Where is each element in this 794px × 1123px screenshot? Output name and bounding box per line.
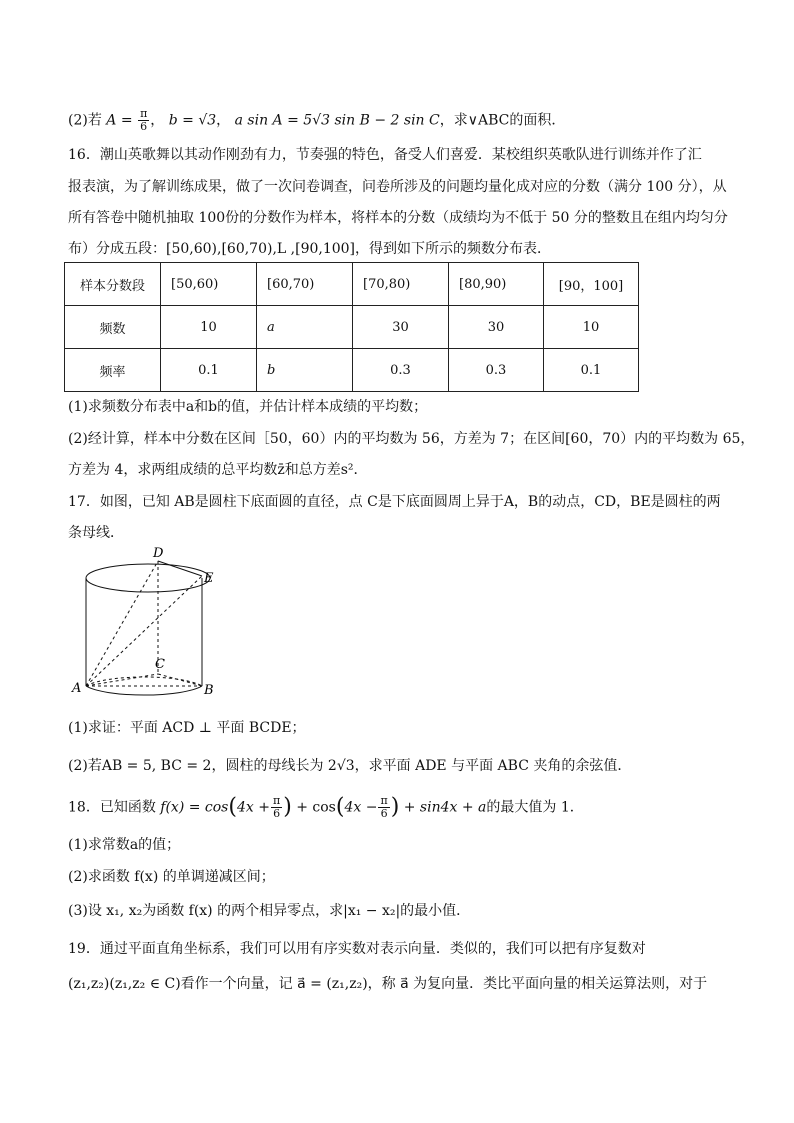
label-d: D: [153, 546, 164, 561]
q18-intro-line: 18．已知函数 f(x) = cos(4x + $\frac{\pi}{6}$ ) + cos(4x − $\frac{\pi}{6}$ ) + sin4x + a的最大值为 1．: [68, 794, 584, 820]
q16-line-1: 16．潮山英歌舞以其动作刚劲有力，节奏强的特色，备受人们喜爱．某校组织英歌队进行训练并作了汇: [68, 147, 702, 163]
table-cell: [80,90): [449, 263, 544, 306]
table-cell: 频率: [65, 349, 161, 392]
label-e: E: [204, 571, 214, 586]
table-cell: [70,80): [353, 263, 449, 306]
frequency-table: [64, 262, 639, 392]
q17-line-1: 17．如图，已知 AB是圆柱下底面圆的直径，点 C是下底面圆周上异于A，B的动点，CD，BE是圆柱的两: [68, 494, 721, 510]
q17-line-2: 条母线．: [68, 525, 124, 541]
label-a: A: [72, 681, 82, 696]
table-cell: [90，100]: [544, 263, 639, 306]
q19-line-2: (z₁,z₂)(z₁,z₂ ∈ C)看作一个向量，记 a⃗ = (z₁,z₂)，称 a⃗ 为复向量．类比平面向量的相关运算法则，对于: [68, 976, 708, 992]
table-cell: b: [257, 349, 353, 392]
q18-part2: (2)求函数 f(x) 的单调递减区间；: [68, 869, 275, 885]
table-cell: 10: [161, 306, 257, 349]
bottom-ellipse-front: [86, 686, 202, 695]
segment-cb: [158, 674, 202, 686]
q16-line-3: 所有答卷中随机抽取 100份的分数作为样本，将样本的分数（成绩均为不低于 50 分的整数且在组内均匀分: [68, 210, 728, 226]
table-cell: 30: [449, 306, 544, 349]
q16-line-4: 布）分成五段：[50,60),[60,70),L ,[90,100]，得到如下所示的频数分布表．: [68, 241, 552, 257]
q16-part2-line1: (2)经计算，样本中分数在区间［50，60）内的平均数为 56，方差为 7；在区间[60，70）内的平均数为 65，: [68, 431, 755, 447]
table-cell: a: [257, 306, 353, 349]
q19-line-1: 19．通过平面直角坐标系，我们可以用有序实数对表示向量．类似的，我们可以把有序复数对: [68, 941, 646, 957]
q17-part2: (2)若AB = 5, BC = 2，圆柱的母线长为 2√3，求平面 ADE 与平面 ABC 夹角的余弦值．: [68, 758, 632, 774]
label-c: C: [155, 657, 165, 672]
cylinder-figure: [66, 540, 226, 705]
segment-ae: [86, 576, 202, 686]
q18-part3: (3)设 x₁, x₂为函数 f(x) 的两个相异零点，求|x₁ − x₂|的最小值．: [68, 903, 471, 919]
table-cell: 0.3: [353, 349, 449, 392]
pi-over-6-fraction: $\frac{\pi}{6}$: [272, 794, 281, 820]
table-cell: 频数: [65, 306, 161, 349]
table-cell: 10: [544, 306, 639, 349]
table-cell: 30: [353, 306, 449, 349]
label-b: B: [204, 683, 214, 698]
q16-part1: (1)求频数分布表中a和b的值，并估计样本成绩的平均数；: [68, 399, 428, 415]
segment-ad: [86, 561, 158, 686]
q16-line-2: 报表演，为了解训练成果，做了一次问卷调查，问卷所涉及的问题均量化成对应的分数（满分 100 分），从: [68, 179, 727, 195]
table-cell: 0.1: [544, 349, 639, 392]
q18-part1: (1)求常数a的值；: [68, 837, 181, 853]
table-row: [65, 349, 639, 392]
table-cell: 0.3: [449, 349, 544, 392]
pi-over-6-fraction: $\frac{\pi}{6}$: [140, 107, 148, 133]
table-row: [65, 306, 639, 349]
table-header-row: [65, 263, 639, 306]
table-cell: 样本分数段: [65, 263, 161, 306]
top-ellipse: [86, 564, 210, 592]
bottom-ellipse-back: [86, 677, 202, 686]
table-cell: [50,60): [161, 263, 257, 306]
pi-over-6-fraction: $\frac{\pi}{6}$: [380, 794, 388, 820]
q16-part2-line2: 方差为 4，求两组成绩的总平均数z̄和总方差s²．: [68, 462, 368, 478]
q15-part2-line: (2)若 A = $\frac{\pi}{6}$ ， b = √3， a sin A = 5√3 sin B − 2 sin C，求∨ABC的面积．: [68, 107, 566, 133]
q17-part1: (1)求证：平面 ACD ⊥ 平面 BCDE；: [68, 720, 306, 736]
table-cell: 0.1: [161, 349, 257, 392]
table-cell: [60,70): [257, 263, 353, 306]
